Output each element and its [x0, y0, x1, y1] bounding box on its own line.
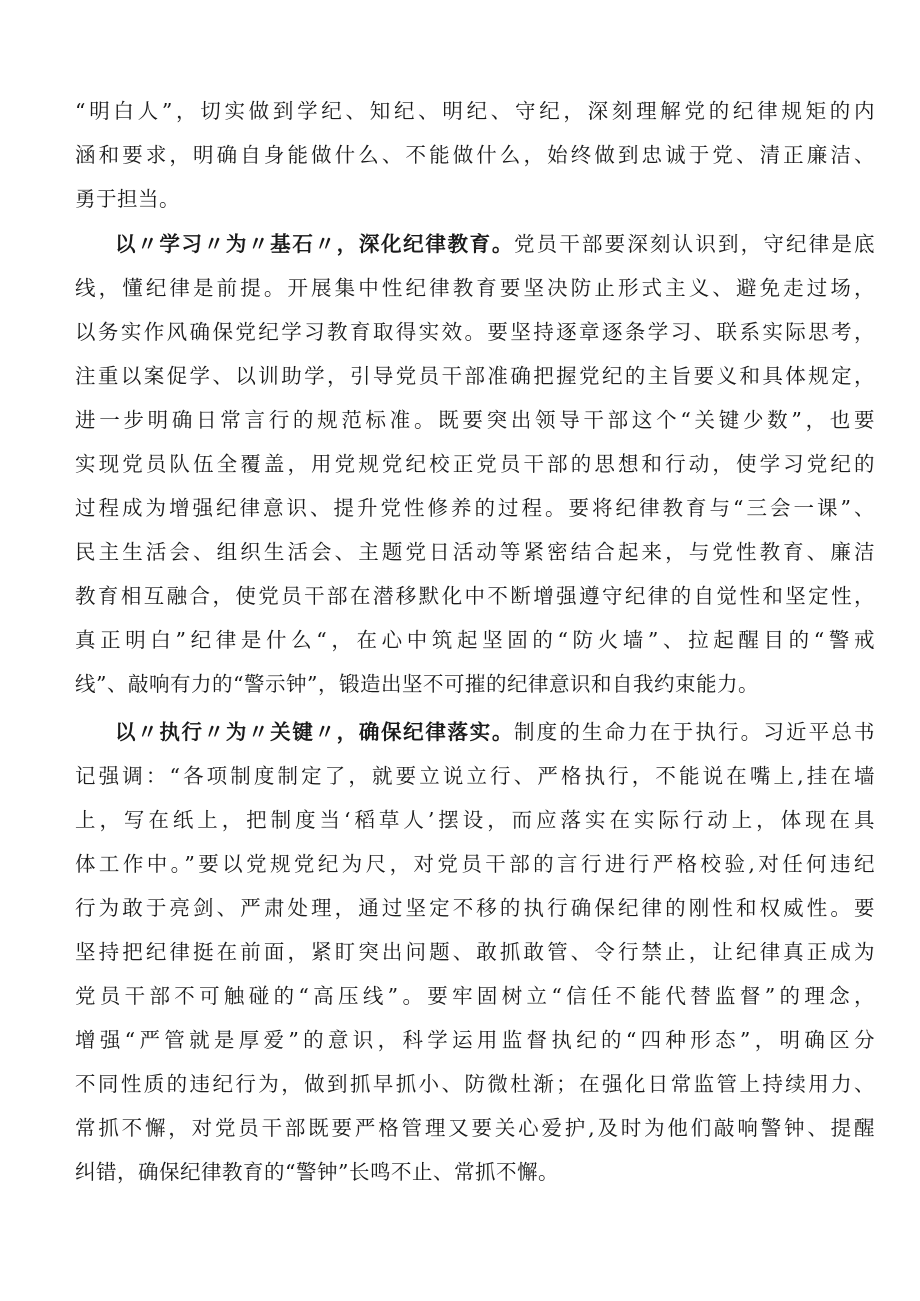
text-line: 体工作中。”要以党规党纪为尺，对党员干部的言行进行严格校验,对任何违纪 — [75, 852, 875, 876]
text-run: 制度的生命力在于执行。习近平总书 — [514, 720, 875, 744]
text-run: 党员干部要深刻认识到，守纪律是底 — [514, 232, 875, 256]
text-line: 坚持把纪律挺在前面，紧盯突出问题、敢抓敢管、令行禁止，让纪律真正成为 — [75, 940, 875, 964]
section-heading: 以〃学习〃为〃基石〃，深化纪律教育。 — [115, 232, 514, 256]
text-line: 勇于担当。 — [75, 187, 180, 211]
text-line: 实现党员队伍全覆盖，用党规党纪校正党员干部的思想和行动，使学习党纪的 — [75, 452, 875, 476]
text-line: 真正明白”纪律是什么“，在心中筑起坚固的“防火墙”、拉起醒目的“警戒 — [75, 628, 875, 652]
section-heading: 以〃执行〃为〃关键〃，确保纪律落实。 — [115, 720, 514, 744]
text-line: 注重以案促学、以训助学，引导党员干部准确把握党纪的主旨要义和具体规定， — [75, 364, 875, 388]
text-line: 过程成为增强纪律意识、提升党性修养的过程。要将纪律教育与“三会一课”、 — [75, 496, 875, 520]
text-line: 上，写在纸上，把制度当‘稻草人’摆设，而应落实在实际行动上，体现在具 — [75, 808, 875, 832]
text-line: 以务实作风确保党纪学习教育取得实效。要坚持逐章逐条学习、联系实际思考， — [75, 320, 875, 344]
text-line: 行为敢于亮剑、严肃处理，通过坚定不移的执行确保纪律的刚性和权威性。要 — [75, 896, 875, 920]
text-line: “明白人”，切实做到学纪、知纪、明纪、守纪，深刻理解党的纪律规矩的内 — [75, 99, 875, 123]
paragraph-first-line — [115, 222, 875, 266]
text-line: 教育相互融合，使党员干部在潜移默化中不断增强遵守纪律的自觉性和坚定性， — [75, 584, 875, 608]
text-line: 民主生活会、组织生活会、主题党日活动等紧密结合起来，与党性教育、廉洁 — [75, 540, 875, 564]
text-line: 进一步明确日常言行的规范标准。既要突出领导干部这个“关键少数”，也要 — [75, 408, 875, 432]
text-line: 涵和要求，明确自身能做什么、不能做什么，始终做到忠诚于党、清正廉洁、 — [75, 143, 875, 167]
text-line: 线，懂纪律是前提。开展集中性纪律教育要坚决防止形式主义、避免走过场， — [75, 276, 875, 300]
text-line: 常抓不懈，对党员干部既要严格管理又要关心爱护,及时为他们敲响警钟、提醒 — [75, 1116, 875, 1140]
text-line: 增强“严管就是厚爱”的意识，科学运用监督执纪的“四种形态”，明确区分 — [75, 1028, 875, 1052]
text-line: 记强调：“各项制度制定了，就要立说立行、严格执行，不能说在嘴上,挂在墙 — [75, 764, 875, 788]
paragraph-first-line — [115, 710, 875, 754]
text-line: 党员干部不可触碰的“高压线”。要牢固树立“信任不能代替监督”的理念， — [75, 984, 875, 1008]
text-line: 纠错，确保纪律教育的“警钟”长鸣不止、常抓不懈。 — [75, 1160, 559, 1184]
text-line: 不同性质的违纪行为，做到抓早抓小、防微杜渐；在强化日常监管上持续用力、 — [75, 1072, 875, 1096]
text-line: 线”、敲响有力的“警示钟”，锻造出坚不可摧的纪律意识和自我约束能力。 — [75, 672, 759, 696]
